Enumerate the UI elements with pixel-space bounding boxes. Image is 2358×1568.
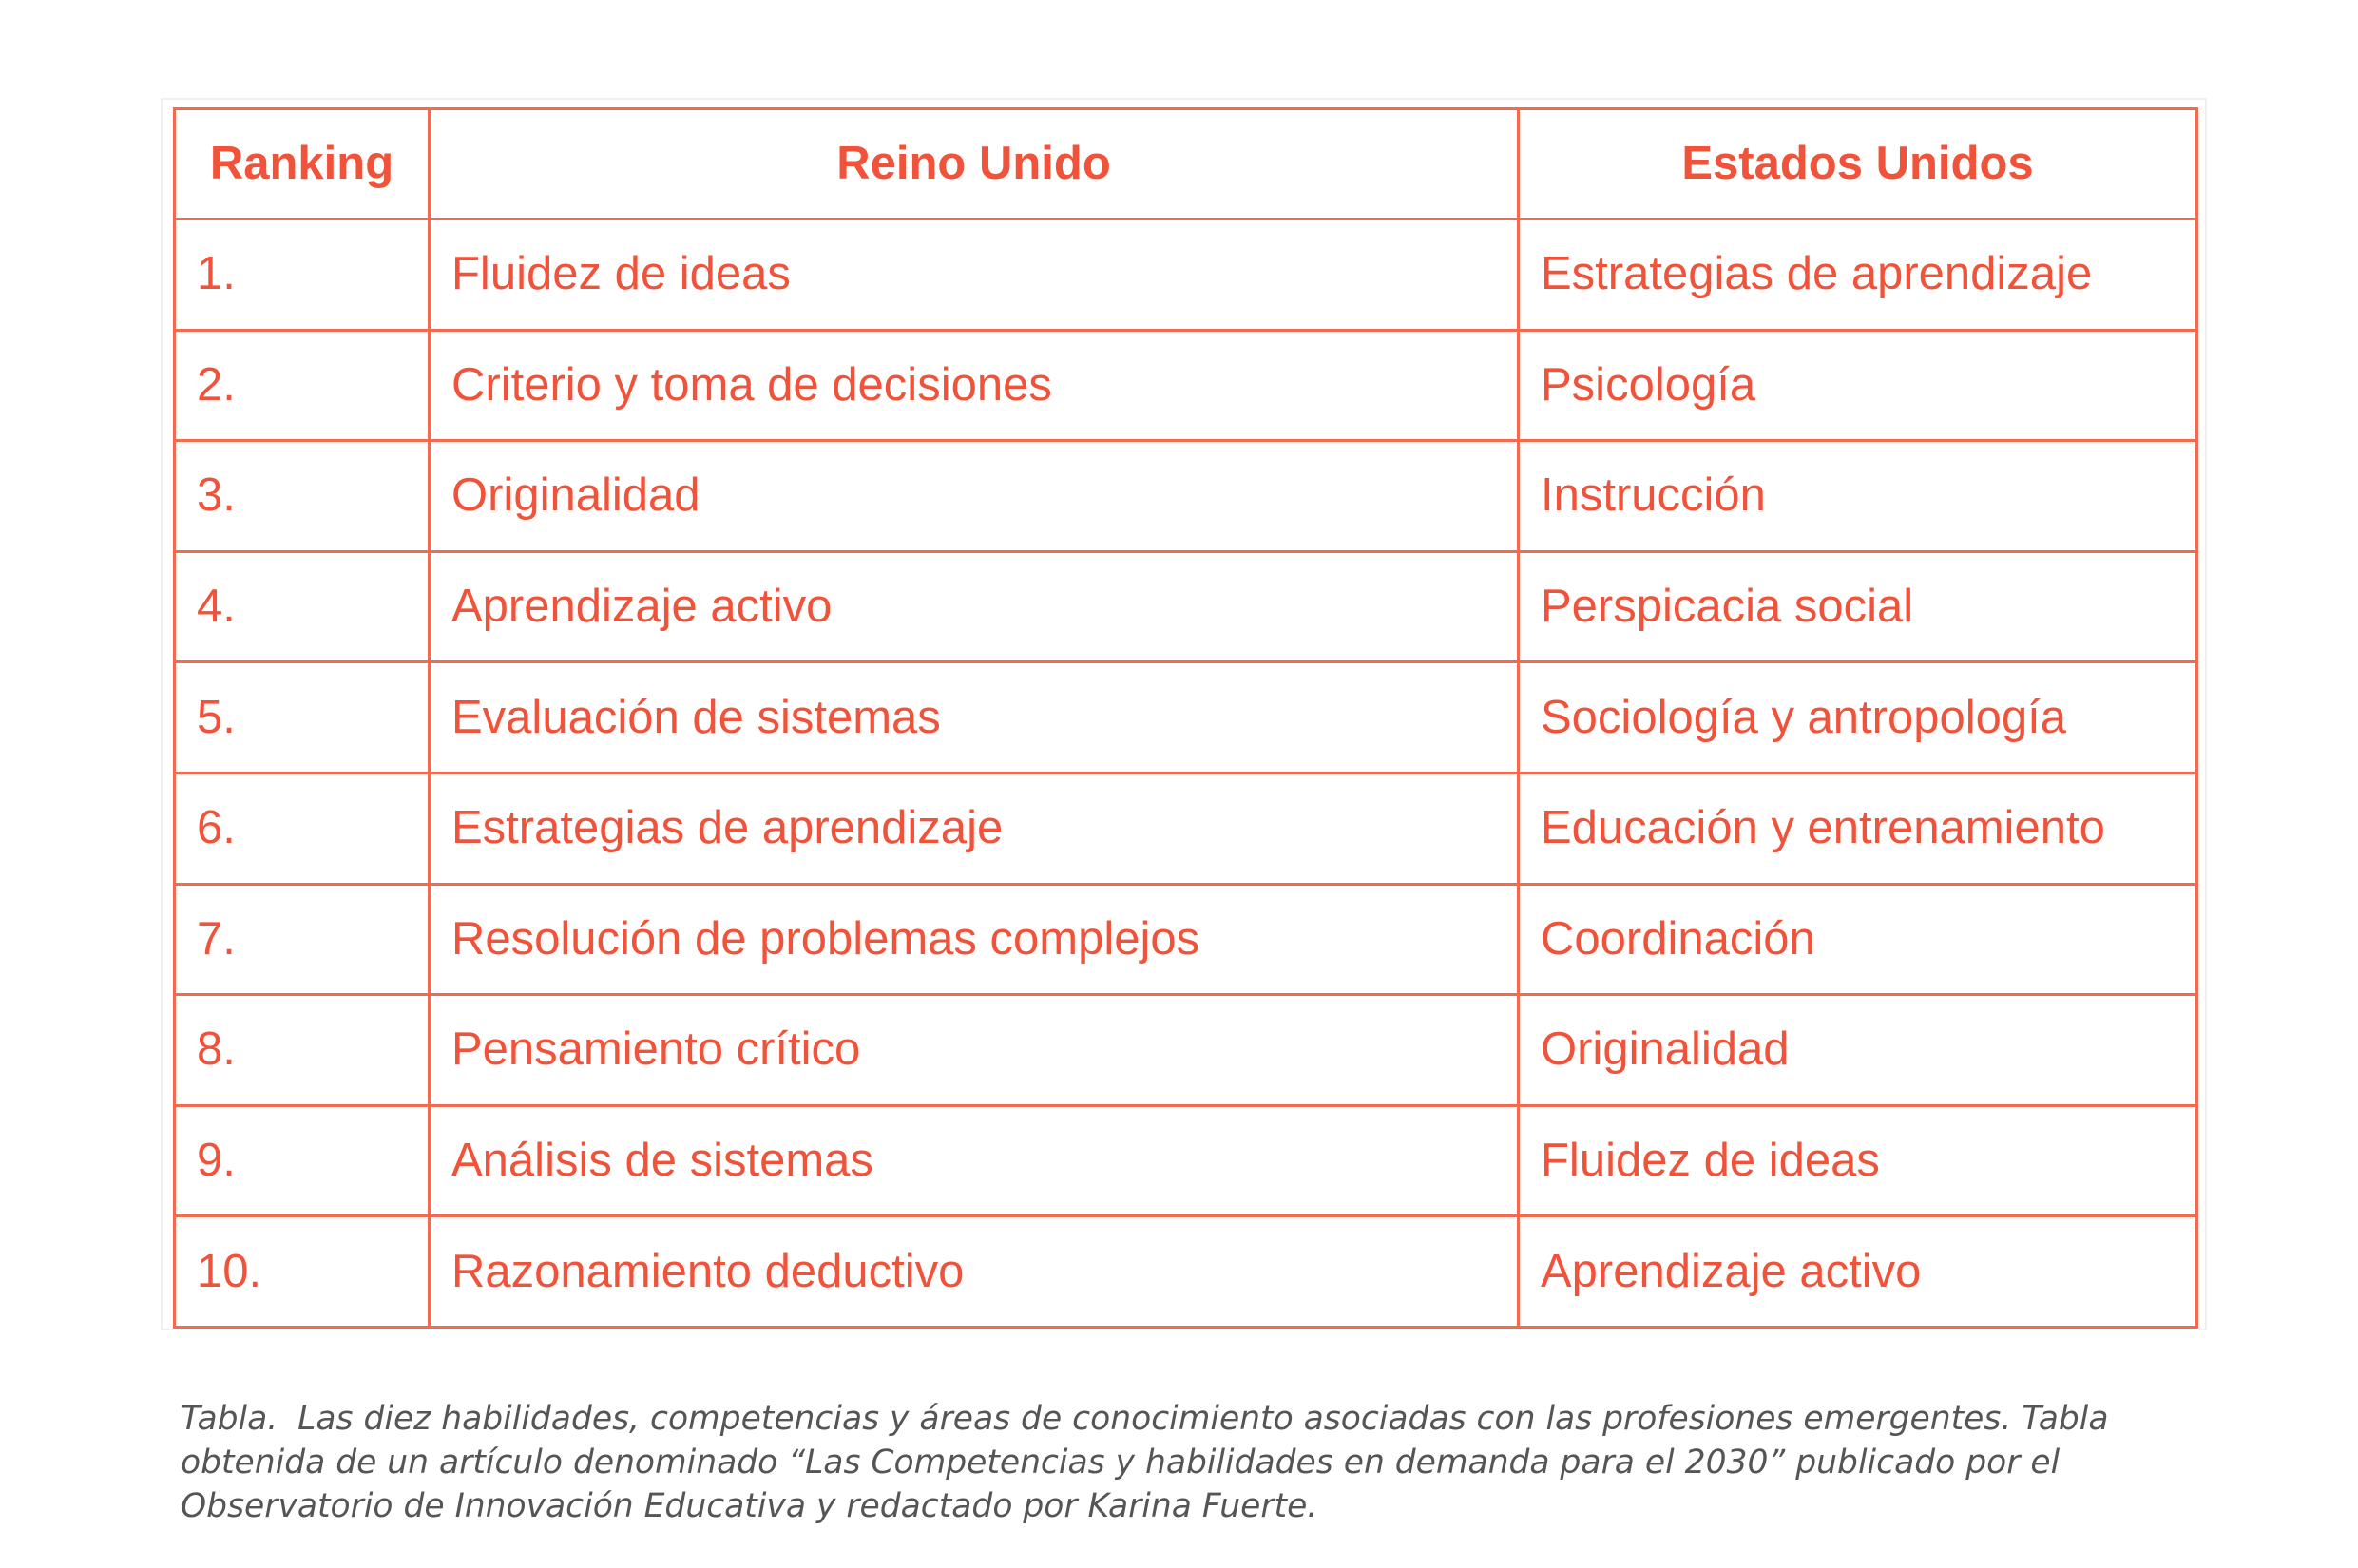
header-reino-unido: Reino Unido bbox=[430, 109, 1519, 220]
reino-unido-cell: Originalidad bbox=[430, 441, 1519, 552]
skills-table bbox=[173, 107, 2198, 1329]
rank-cell: 2. bbox=[175, 330, 430, 441]
table-row bbox=[175, 330, 2197, 441]
rank-cell: 1. bbox=[175, 220, 430, 331]
rank-cell: 3. bbox=[175, 441, 430, 552]
estados-unidos-cell: Aprendizaje activo bbox=[1519, 1216, 2197, 1328]
caption-label: Tabla. bbox=[181, 1400, 278, 1438]
reino-unido-cell: Aprendizaje activo bbox=[430, 551, 1519, 662]
table-header-row bbox=[175, 109, 2197, 220]
table-row bbox=[175, 662, 2197, 774]
reino-unido-cell: Pensamiento crítico bbox=[430, 995, 1519, 1106]
estados-unidos-cell: Originalidad bbox=[1519, 995, 2197, 1106]
rank-cell: 6. bbox=[175, 773, 430, 884]
table-row bbox=[175, 884, 2197, 995]
table-row bbox=[175, 995, 2197, 1106]
table-row bbox=[175, 220, 2197, 331]
caption-text: Las diez habilidades, competencias y áreas de conocimiento asociadas con las profesiones emergentes. Tabla obtenida de un artículo denominado “Las Competencias y habilidades en demanda para el 2030” publicado por el Observatorio de Innovación Educativa y redactado por Karina Fuerte. bbox=[181, 1400, 2109, 1525]
reino-unido-cell: Fluidez de ideas bbox=[430, 220, 1519, 331]
estados-unidos-cell: Coordinación bbox=[1519, 884, 2197, 995]
header-estados-unidos: Estados Unidos bbox=[1519, 109, 2197, 220]
reino-unido-cell: Razonamiento deductivo bbox=[430, 1216, 1519, 1328]
rank-cell: 9. bbox=[175, 1105, 430, 1216]
table-row bbox=[175, 1105, 2197, 1216]
rank-cell: 7. bbox=[175, 884, 430, 995]
rank-cell: 4. bbox=[175, 551, 430, 662]
reino-unido-cell: Estrategias de aprendizaje bbox=[430, 773, 1519, 884]
estados-unidos-cell: Instrucción bbox=[1519, 441, 2197, 552]
estados-unidos-cell: Estrategias de aprendizaje bbox=[1519, 220, 2197, 331]
rank-cell: 5. bbox=[175, 662, 430, 774]
table-row bbox=[175, 441, 2197, 552]
table-row bbox=[175, 551, 2197, 662]
header-ranking: Ranking bbox=[175, 109, 430, 220]
table-row bbox=[175, 773, 2197, 884]
reino-unido-cell: Análisis de sistemas bbox=[430, 1105, 1519, 1216]
reino-unido-cell: Evaluación de sistemas bbox=[430, 662, 1519, 774]
rank-cell: 8. bbox=[175, 995, 430, 1106]
reino-unido-cell: Criterio y toma de decisiones bbox=[430, 330, 1519, 441]
estados-unidos-cell: Educación y entrenamiento bbox=[1519, 773, 2197, 884]
table-caption bbox=[181, 1397, 2195, 1528]
estados-unidos-cell: Perspicacia social bbox=[1519, 551, 2197, 662]
rank-cell: 10. bbox=[175, 1216, 430, 1328]
estados-unidos-cell: Fluidez de ideas bbox=[1519, 1105, 2197, 1216]
table-row bbox=[175, 1216, 2197, 1328]
estados-unidos-cell: Psicología bbox=[1519, 330, 2197, 441]
estados-unidos-cell: Sociología y antropología bbox=[1519, 662, 2197, 774]
reino-unido-cell: Resolución de problemas complejos bbox=[430, 884, 1519, 995]
